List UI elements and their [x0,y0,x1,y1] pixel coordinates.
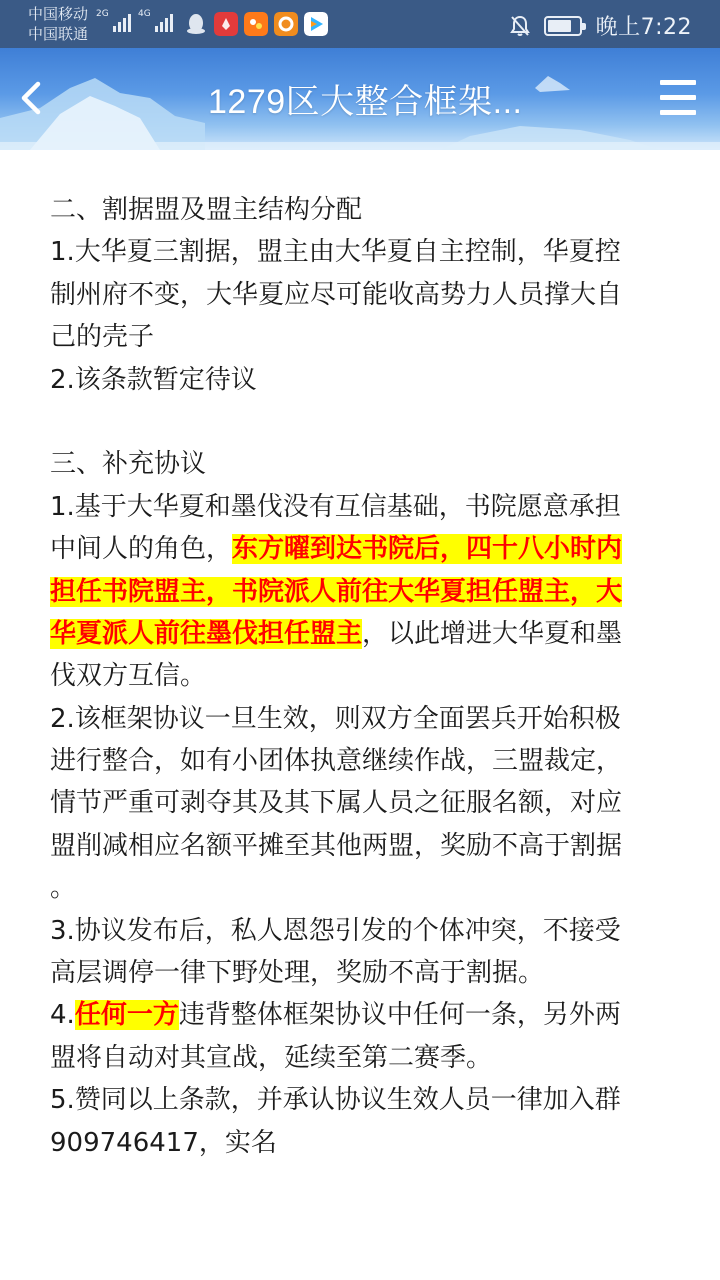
menu-icon[interactable] [656,76,700,120]
paragraph-line: 制州府不变，大华夏应尽可能收高势力人员撑大自 [50,279,623,310]
uc-browser-icon [274,12,298,36]
carrier-labels [28,4,88,44]
status-right [510,10,692,41]
paragraph-line: 伐双方互信。 [50,661,207,692]
article-body [50,189,680,1164]
carrier-1: 中国移动 [28,5,89,23]
paragraph-line: 2.该条款暂定待议 [50,364,257,395]
text-segment: ，以此增进大华夏和墨 [362,618,623,649]
notification-icons [184,12,328,36]
huawei-icon [214,12,238,36]
paragraph-line: 。 [50,873,77,904]
page-title: 1279区大整合框架... [208,83,523,121]
mute-bell-icon [510,15,530,37]
paragraph-line [50,571,680,613]
status-bar [0,0,720,48]
paragraph-line [50,613,680,655]
tencent-video-icon [304,12,328,36]
paragraph-line: 1.基于大华夏和墨伐没有互信基础，书院愿意承担 [50,491,621,522]
highlighted-text: 华夏派人前往墨伐担任盟主 [50,618,363,649]
paragraph-line: 1.大华夏三割据，盟主由大华夏自主控制，华夏控 [50,237,621,268]
app-bar [0,48,720,150]
paragraph-spacer [50,401,680,443]
highlighted-text: 东方曜到达书院后，四十八小时内 [232,534,623,565]
paragraph-line [50,528,680,570]
paragraph-line: 高层调停一律下野处理，奖励不高于割据。 [50,958,545,989]
paragraph-line: 盟削减相应名额平摊至其他两盟，奖励不高于割据 [50,830,623,861]
signal-icon [96,10,131,32]
carrier-2: 中国联通 [28,25,89,43]
paragraph-line: 3.协议发布后，私人恩怨引发的个体冲突，不接受 [50,915,621,946]
paragraph-line: 2.该框架协议一旦生效，则双方全面罢兵开始积极 [50,703,621,734]
section-2-title: 二、割据盟及盟主结构分配 [50,195,363,225]
taobao-icon [244,12,268,36]
text-segment: 4. [50,1000,75,1031]
highlighted-text: 担任书院盟主，书院派人前往大华夏担任盟主，大 [50,576,623,607]
paragraph-line: 己的壳子 [50,322,155,353]
qq-icon [184,12,208,36]
status-time: 晚上7:22 [595,15,692,40]
paragraph-line: 盟将自动对其宣战，延续至第二赛季。 [50,1042,493,1073]
paragraph-line: 909746417，实名 [50,1127,277,1158]
section-3-title: 三、补充协议 [50,449,207,480]
paragraph-line: 进行整合，如有小团体执意继续作战，三盟裁定， [50,746,623,777]
text-segment: 中间人的角色， [50,534,233,565]
battery-icon [544,16,582,36]
text-segment: 违背整体框架协议中任何一条，另外两 [178,1000,621,1031]
signal-2-tag: 4G [138,9,151,19]
signal-icon [138,10,173,32]
paragraph-line: 情节严重可剥夺其及其下属人员之征服名额，对应 [50,788,623,819]
signal-1-tag: 2G [96,9,109,19]
paragraph-line: 5.赞同以上条款，并承认协议生效人员一律加入群 [50,1085,621,1116]
paragraph-line [50,994,680,1036]
highlighted-text: 任何一方 [74,1000,179,1031]
back-arrow-icon[interactable] [14,78,48,118]
